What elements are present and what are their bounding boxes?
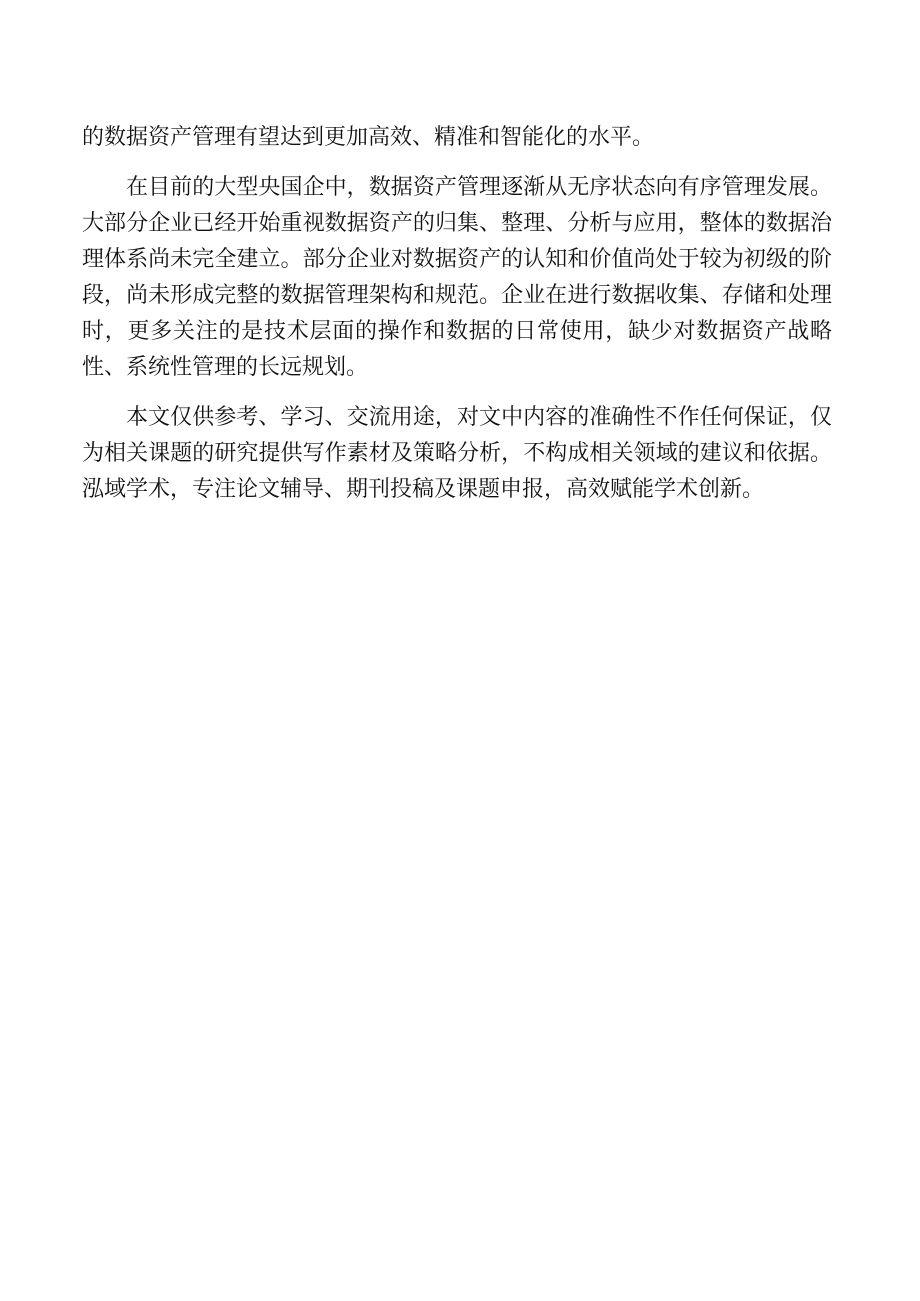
paragraph-data-asset-status: 在目前的大型央国企中，数据资产管理逐渐从无序状态向有序管理发展。大部分企业已经开始重视数据资产的归集、整理、分析与应用，整体的数据治理体系尚未完全建立。部分企业对数据资产的认知和价值尚处于较为初级的阶段，尚未形成完整的数据管理架构和规范。企业在进行数据收集、存储和处理时，更多关注的是技术层面的操作和数据的日常使用，缺少对数据资产战略性、系统性管理的长远规划。 <box>82 175 832 380</box>
document-body <box>82 120 832 522</box>
paragraph-continuation: 的数据资产管理有望达到更加高效、精准和智能化的水平。 <box>82 125 655 150</box>
paragraph-disclaimer: 本文仅供参考、学习、交流用途，对文中内容的准确性不作任何保证，仅为相关课题的研究提供写作素材及策略分析，不构成相关领域的建议和依据。泓域学术，专注论文辅导、期刊投稿及课题申报，高效赋能学术创新。 <box>82 405 832 502</box>
